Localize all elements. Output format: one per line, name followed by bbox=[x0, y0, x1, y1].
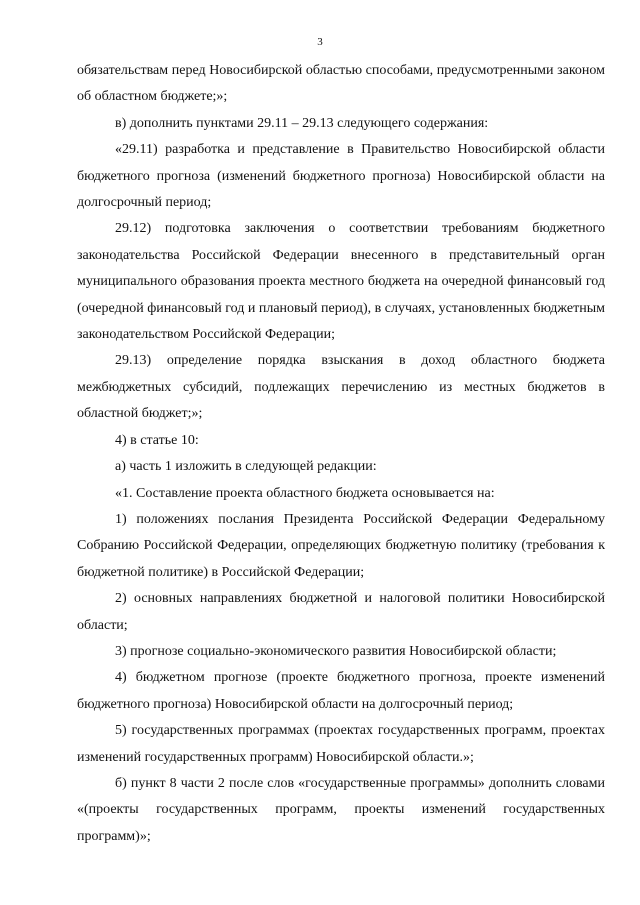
document-body bbox=[77, 58, 605, 850]
paragraph-continuation: обязательствам перед Новосибирской областью способами, предусмотренными законом об областном бюджете;»; bbox=[77, 63, 605, 105]
paragraph-item-4: 4) в статье 10: bbox=[115, 432, 199, 448]
paragraph-subitem-3: 3) прогнозе социально-экономического развития Новосибирской области; bbox=[115, 643, 557, 659]
paragraph-part-1: «1. Составление проекта областного бюджета основывается на: bbox=[115, 485, 495, 501]
paragraph-item-29-12: 29.12) подготовка заключения о соответствии требованиям бюджетного законодательства Российской Федерации внесенного в представительный орган муниципального образования проекта местного бюджета на очередной финансовый год (очередной финансовый год и плановый период), в случаях, установленных бюджетным законодательством Российской Федерации; bbox=[77, 221, 605, 343]
paragraph-item-29-11: «29.11) разработка и представление в Правительство Новосибирской области бюджетного прогноза (изменений бюджетного прогноза) Новосибирской области на долгосрочный период; bbox=[77, 142, 605, 211]
paragraph-subitem-1: 1) положениях послания Президента Российской Федерации Федеральному Собранию Российской Федерации, определяющих бюджетную политику (требования к бюджетной политике) в Российской Федерации; bbox=[77, 511, 605, 580]
page-number: 3 bbox=[317, 36, 323, 48]
paragraph-subitem-4: 4) бюджетном прогнозе (проекте бюджетного прогноза, проекте изменений бюджетного прогноза) Новосибирской области на долгосрочный период; bbox=[77, 670, 605, 712]
paragraph-item-29-13: 29.13) определение порядка взыскания в доход областного бюджета межбюджетных субсидий, подлежащих перечислению из местных бюджетов в областной бюджет;»; bbox=[77, 353, 605, 422]
paragraph-item-b: б) пункт 8 части 2 после слов «государственные программы» дополнить словами «(проекты государственных программ, проекты изменений государственных программ)»; bbox=[77, 775, 605, 844]
paragraph-subitem-5: 5) государственных программах (проектах государственных программ, проектах изменений государственных программ) Новосибирской области.»; bbox=[77, 723, 605, 765]
paragraph-item-v: в) дополнить пунктами 29.11 – 29.13 следующего содержания: bbox=[115, 115, 489, 131]
paragraph-item-a: а) часть 1 изложить в следующей редакции: bbox=[115, 459, 377, 475]
paragraph-subitem-2: 2) основных направлениях бюджетной и налоговой политики Новосибирской области; bbox=[77, 591, 605, 633]
